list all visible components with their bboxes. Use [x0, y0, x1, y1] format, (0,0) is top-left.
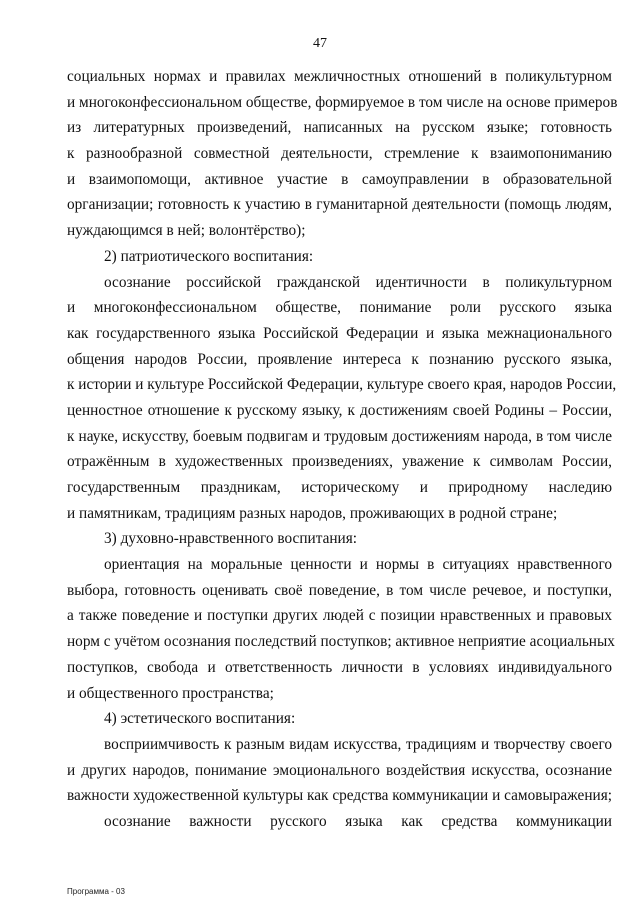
- text-line: нуждающимся в ней; волонтёрство);: [67, 222, 306, 240]
- text-line: а также поведение и поступки других людей с позиции нравственных и правовых: [67, 607, 612, 625]
- text-line: из литературных произведений, написанных на русском языке; готовность: [67, 119, 612, 137]
- text-line: ориентация на моральные ценности и нормы в ситуациях нравственного: [104, 556, 612, 574]
- text-line: организации; готовность к участию в гуманитарной деятельности (помощь людям,: [67, 196, 612, 214]
- text-line: социальных нормах и правилах межличностных отношений в поликультурном: [67, 68, 612, 85]
- page-number: 47: [313, 36, 327, 51]
- footer-label: Программа - 03: [67, 887, 125, 896]
- text-line: норм с учётом осознания последствий поступков; активное неприятие асоциальных: [67, 633, 615, 651]
- document-body: [67, 64, 618, 835]
- text-line: осознание важности русского языка как средства коммуникации: [104, 812, 612, 830]
- text-line: и многоконфессиональном обществе, формируемое в том числе на основе примеров: [67, 93, 618, 111]
- text-line: к разнообразной совместной деятельности, стремление к взаимопониманию: [67, 145, 612, 163]
- section-heading: 2) патриотического воспитания:: [104, 247, 314, 265]
- text-line: и общественного пространства;: [67, 684, 274, 702]
- text-line: и взаимопомощи, активное участие в самоуправлении в образовательной: [67, 170, 612, 188]
- section-heading: 4) эстетического воспитания:: [104, 710, 296, 728]
- text-line: государственным праздникам, историческому и природному наследию: [67, 479, 612, 496]
- text-line: важности художественной культуры как средства коммуникации и самовыражения;: [67, 787, 612, 805]
- text-line: восприимчивость к разным видам искусства, традициям и творчеству своего: [104, 735, 612, 753]
- text-line: ценностное отношение к русскому языку, к достижениям своей Родины – России,: [67, 401, 612, 419]
- section-heading: 3) духовно-нравственного воспитания:: [104, 530, 358, 548]
- text-line: отражённым в художественных произведениях, уважение к символам России,: [67, 453, 612, 471]
- text-line: к науке, искусству, боевым подвигам и трудовым достижениям народа, в том числе: [67, 427, 612, 445]
- text-line: поступков, свобода и ответственность личности в условиях индивидуального: [67, 658, 612, 676]
- text-line: и многоконфессиональном обществе, понимание роли русского языка: [67, 299, 612, 317]
- text-line: и памятникам, традициям разных народов, проживающих в родной стране;: [67, 504, 558, 522]
- text-line: как государственного языка Российской Федерации и языка межнационального: [67, 324, 612, 342]
- text-line: осознание российской гражданской идентичности в поликультурном: [104, 273, 612, 291]
- text-line: и других народов, понимание эмоционального воздействия искусства, осознание: [67, 761, 612, 779]
- text-line: выбора, готовность оценивать своё поведение, в том числе речевое, и поступки,: [67, 581, 612, 599]
- text-line: к истории и культуре Российской Федерации, культуре своего края, народов России,: [67, 376, 617, 394]
- text-line: общения народов России, проявление интереса к познанию русского языка,: [67, 350, 612, 368]
